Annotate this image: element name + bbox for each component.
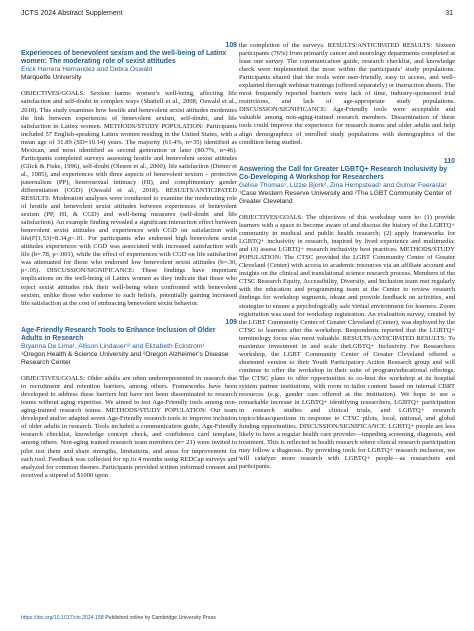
abstract-110 <box>239 158 455 472</box>
abstract-109 <box>21 319 237 480</box>
running-head <box>21 10 453 22</box>
doi-link[interactable]: https://doi.org/10.1017/cts.2024.158 <box>21 615 104 621</box>
abstract-body-part-1: OBJECTIVES/GOALS: Older adults are often underrepresented in research due to recruitment and retention barriers, among others. Frameworks have been developed to address these barriers but have not been disseminated to research teams without aging expertise. We aimed to test Age-Friendly tools among non-aging-trained research teams. METHODS/STUDY POPULATION: Our team developed and/or adapted seven Age-Friendly research tools to improve inclusion of older adults in research. Tools included a communication guide, Age-Friendly research checklist, knowledge concept check, and confidence card template, among others. Non-aging trained research team members (n= 21) were invited to pilot test them and share strengths, limitations, and areas for improvement for each tool. Feedback was collected for up to 4 months using REDCap surveys and analyzed for common themes. Participants provided written informed consent and received a stipend of $1000 upon <box>21 375 237 479</box>
abstract-number: 108 <box>225 42 237 49</box>
abstract-number: 109 <box>225 318 237 326</box>
right-column <box>239 42 455 472</box>
abstract-affiliation: ¹Case Western Reserve University and ²The LGBT Community Center of Greater Cleveland <box>239 190 452 206</box>
abstract-authors: Erick Herrera Hernandez and Debra Oswald <box>21 66 153 74</box>
left-column <box>21 42 237 480</box>
abstract-authors: Bryanna De Lima¹, Allison Lindauer¹² and Elizabeth Eckstrom¹ <box>21 343 205 351</box>
page-footer <box>21 615 216 621</box>
abstract-body-continuation: the completion of the surveys. RESULTS/ANTICIPATED RESULTS: Sixteen participants (76%) from primarily cancer and neurology departments completed at least one survey. The communication guide, research checklist, and knowledge check were implemented the most within the participants’ study populations. Participants shared that the tools were user-friendly, easy to access, and well-explained through webinar trainings (offered separately) or instruction sheets. The most frequently reported barriers were lack of time, industry-sponsored trial restrictions, and lack of age-appropriate study populations. DISCUSSION/SIGNIFICANCE: Age-Friendly tools were acceptable and valuable among non-aging-trained research members. Dissemination of these tools could improve the experience for research teams and older adults and help align demographics of enrolled study populations with demographics of the condition being studied. <box>239 42 455 146</box>
abstract-title: Experiences of benevolent sexism and the well-being of Latinx women: The moderating role of sexist attitudes <box>21 50 227 66</box>
abstract-title: Answering the Call for Greater LGBTQ+ Research Inclusivity by Co-Developing A Workshop for Researchers <box>239 165 448 181</box>
publisher-note: Published online by Cambridge University Press <box>103 615 216 621</box>
abstract-affiliation: Marquette University <box>21 74 82 82</box>
page-number: 31 <box>445 10 453 17</box>
abstract-number: 110 <box>443 157 455 165</box>
abstract-affiliation: ¹Oregon Health & Science University and ²Oregon Alzheimer’s Disease Research Center <box>21 351 229 367</box>
abstract-title: Age-Friendly Research Tools to Enhance Inclusion of Older Adults in Research <box>21 326 216 342</box>
journal-name: JCTS 2024 Abstract Supplement <box>21 10 123 17</box>
abstract-108 <box>21 42 237 308</box>
abstract-body: OBJECTIVES/GOALS: The objectives of this workshop were to: (1) provide learners with a space to become aware of and discuss the history of the LGBTQ+ community in medical and public health research; (2) apply frameworks for LGBTQ+ inclusivity in research, inspired by lived experience and multimedia; and (3) assess LGBTQ+ research inclusivity best practices. METHODS/STUDY POPULATION: The CTSC provided the LGBT Community Center of Greater Cleveland (Center) with access to academic resources via an affiliate account and insights on the clinical and translational science research process. Members of the CTSC Research Equity, Accessibility, Diversity, and Inclusion team met regularly with the education and programming team at the Center to review research findings for workshop segments, ideate and provide feedback on activities, and strategize to ensure a psychologically safe virtual environment for learners. Zoom registration was used for workshop registration. An evaluation survey, created by the LGBT Community Center of Greater Cleveland (Center), was deployed by the CTSC to learners after the workshop. Respondents reported that the LGBTQ+ terminology focus was most valuable. RESULTS/ANTICIPATED RESULTS: To maximize investment in and scale theLGBTQ+ Inclusivity For Researchers workshop, the LGBT Community Center of Greater Cleveland offered a shortened version to their Youth Participatory Action Research group and will continue to offer the workshop in their suite of program/educational offerings. The CTSC plans to offer opportunities to co-host the workshop at its hospital system partner institutions, with room to tailor content based on internal CBRT resources (e.g., gender care offered at the institution). We hope to see a remarkable increase in LGBTQ+ identifying researchers, LGBTQ+ participation in research studies and clinical trials, and LGBTQ+ research topics/ideas/questions in response to CTSC pilots, local, national, and global funding opportunities. DISCUSSION/SIGNIFICANCE: LGBTQ+ people are less likely to have a regular health care provider—impeding screening, diagnosis, and treatment. This is reflected in health research where clinical research participation may follow a diagnosis. By providing tools for LGBTQ+ research inclusion, we will catalyze more research with LGBTQ+ people—as researchers and participants. <box>239 214 455 471</box>
abstract-body: OBJECTIVES/GOALS: Sexism harms women’s well-being, affecting life satisfaction and self-doubt in complex ways (Shattell et al., 2008; Oswald et al., 2018). This study examines how hostile and benevolent sexist attitudes moderates the link between experiences of benevolent sexism, self-doubt, and life satisfaction in Latinx women. METHODS/STUDY POPULATION: Participants included 57 English-speaking Latinx women residing in the United States, with a mean age of 31.89 (SD=10.14) years. The majority (61.4%, n=35) identified as Mexican, and most identified as second generation or later (80.7%, n=46). Participants completed surveys assessing hostile and benevolent sexist attitudes (Glick & Fiske, 1996), self-doubt (Oleson et al., 2000), life satisfaction (Diener et al., 1985), and experiences with three aspects of benevolent sexism – protective paternalism (PP), heterosexual intimacy (HI), and complimentary gender differentiation (CGD) (Oswald et al., 2018). RESULTS/ANTICIPATED RESULTS: Moderation analyses were conducted to examine the moderating role of hostile and benevolent sexist attitudes between experiences of benevolent sexism (PP, HI, & CGD) and well-being measures (self-doubt and life satisfaction). An example finding revealed a significant interaction effect between benevolent sexist attitudes and experiences with CGD on satisfaction with life(F(1,53)=8.34,p<.01. For participants who endorsed high benevolent sexist attitudes experiences with CGD was associated with increased satisfaction with life (b=.78, p<.001), while the effect of experiences with CGD on life satisfaction was attenuated for those who endorsed low benevolent sexist attitudes (b=.30, p<.05). DISCUSSION/SIGNIFICANCE: These findings have important implications on the well-being of Latinx women as they indicate that those who reject sexist attitudes risk their well-being when confronted with benevolent sexism, unlike those who endorse to such beliefs, potentially gaining increased life satisfaction at the cost of embracing benevolent sexist behavior. <box>21 90 237 307</box>
abstract-authors: Gelise Thomas¹, Lizzie Bjork², Zina Hempstead¹ and Gulnar Feerasta² <box>239 182 447 190</box>
